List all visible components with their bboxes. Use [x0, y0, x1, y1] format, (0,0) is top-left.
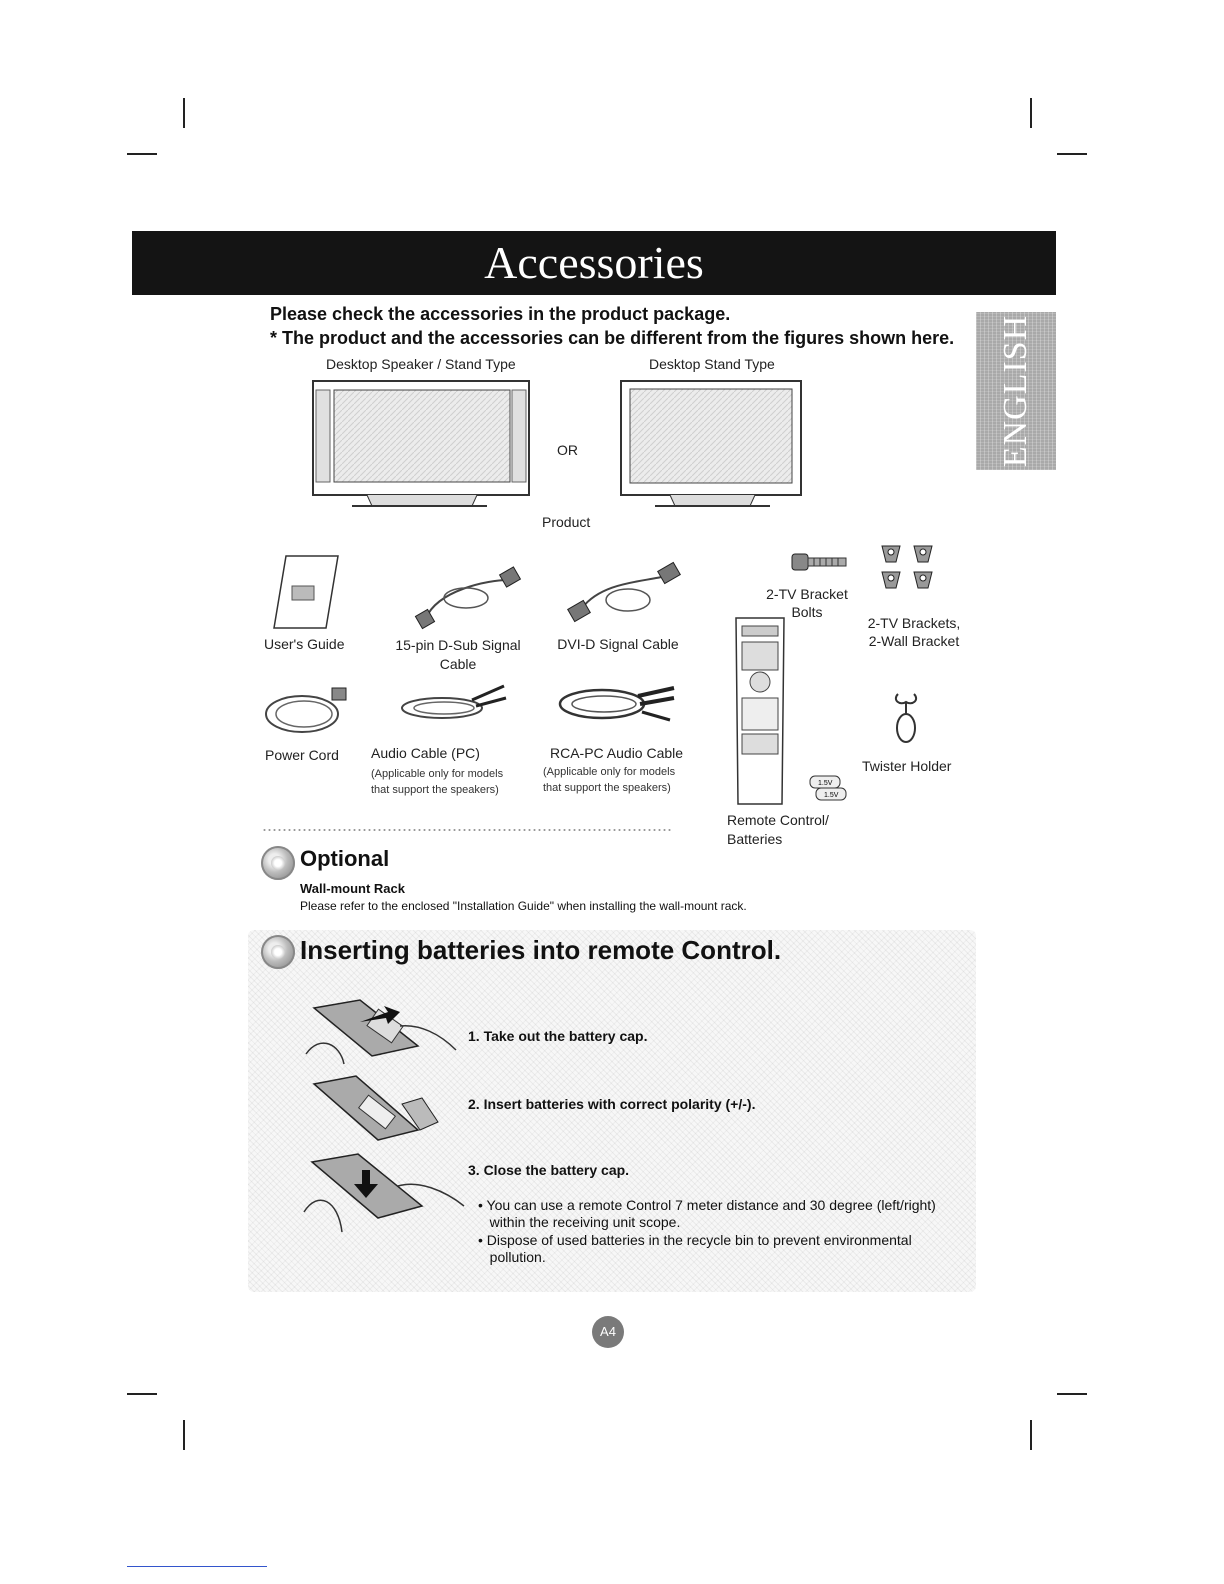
intro-line-1: Please check the accessories in the product package. [270, 304, 731, 324]
page-title: Accessories [132, 231, 1056, 295]
crop-mark [1057, 153, 1087, 155]
users-guide-icon [272, 554, 340, 630]
crop-mark [1030, 98, 1032, 128]
page-number: A4 [592, 1316, 624, 1348]
footer-line [127, 1566, 267, 1567]
twister-holder-icon [888, 690, 924, 746]
insert-batteries-illustration [306, 1074, 446, 1154]
rca-cable-icon [550, 676, 680, 728]
remote-control-icon [734, 616, 786, 806]
audio-cable-label: Audio Cable (PC) [371, 745, 480, 761]
bracket-bolts-label: 2-TV Bracket Bolts [766, 586, 848, 620]
batteries-section-icon [261, 935, 295, 969]
crop-mark [127, 153, 157, 155]
rca-cable-label: RCA-PC Audio Cable [550, 745, 684, 761]
rca-cable-note: (Applicable only for models that support the speakers) [543, 766, 676, 794]
battery-voltage-label: 1.5V [824, 792, 839, 799]
brackets-label: 2-TV Brackets, 2-Wall Bracket [867, 615, 961, 649]
power-cord-icon [262, 680, 352, 740]
dvi-cable-icon [562, 562, 682, 622]
battery-voltage-label: 1.5V [818, 780, 833, 787]
wall-mount-text: Please refer to the enclosed "Installation Guide" when installing the wall-mount rack. [300, 899, 747, 913]
optional-section-icon [261, 846, 295, 880]
section-divider [262, 829, 672, 831]
intro-line-2: * The product and the accessories can be different from the figures shown here. [270, 328, 955, 348]
crop-mark [1057, 1393, 1087, 1395]
twister-holder-label: Twister Holder [862, 758, 952, 774]
note-dispose-batteries: • Dispose of used batteries in the recycle bin to prevent environmental pollution. [478, 1232, 912, 1265]
audio-cable-icon [392, 676, 512, 726]
dsub-cable-icon [408, 560, 524, 630]
users-guide-label: User's Guide [264, 636, 345, 652]
language-tab-label: ENGLISH [997, 314, 1034, 468]
crop-mark [183, 98, 185, 128]
power-cord-label: Power Cord [265, 747, 339, 763]
product-type-1-label: Desktop Speaker / Stand Type [326, 356, 516, 372]
wall-mount-title: Wall-mount Rack [300, 881, 405, 896]
tv-stand-illustration [620, 380, 802, 512]
crop-mark [1030, 1420, 1032, 1450]
close-cap-illustration [298, 1150, 468, 1236]
brackets-icon [874, 540, 944, 596]
product-type-2-label: Desktop Stand Type [649, 356, 775, 372]
remote-control-label: Remote Control/ Batteries [727, 812, 829, 847]
tv-speaker-stand-illustration [312, 380, 530, 512]
step-3: 3. Close the battery cap. [468, 1162, 630, 1178]
bracket-bolts-icon [788, 548, 852, 578]
optional-heading: Optional [300, 846, 390, 871]
batteries-heading: Inserting batteries into remote Control. [300, 935, 782, 965]
crop-mark [183, 1420, 185, 1450]
or-label: OR [557, 442, 578, 458]
note-remote-distance: • You can use a remote Control 7 meter distance and 30 degree (left/right) within the receiving unit scope. [478, 1197, 936, 1230]
language-tab [976, 312, 1056, 470]
audio-cable-note: (Applicable only for models that support the speakers) [371, 768, 504, 796]
step-2: 2. Insert batteries with correct polarity (+/-). [468, 1096, 756, 1112]
dvi-cable-label: DVI-D Signal Cable [557, 636, 679, 652]
dsub-cable-label: 15-pin D-Sub Signal Cable [395, 637, 521, 672]
product-caption: Product [542, 514, 591, 530]
crop-mark [127, 1393, 157, 1395]
step-1: 1. Take out the battery cap. [468, 1028, 648, 1044]
remove-cap-illustration [300, 994, 460, 1074]
batteries-icon [806, 772, 852, 804]
